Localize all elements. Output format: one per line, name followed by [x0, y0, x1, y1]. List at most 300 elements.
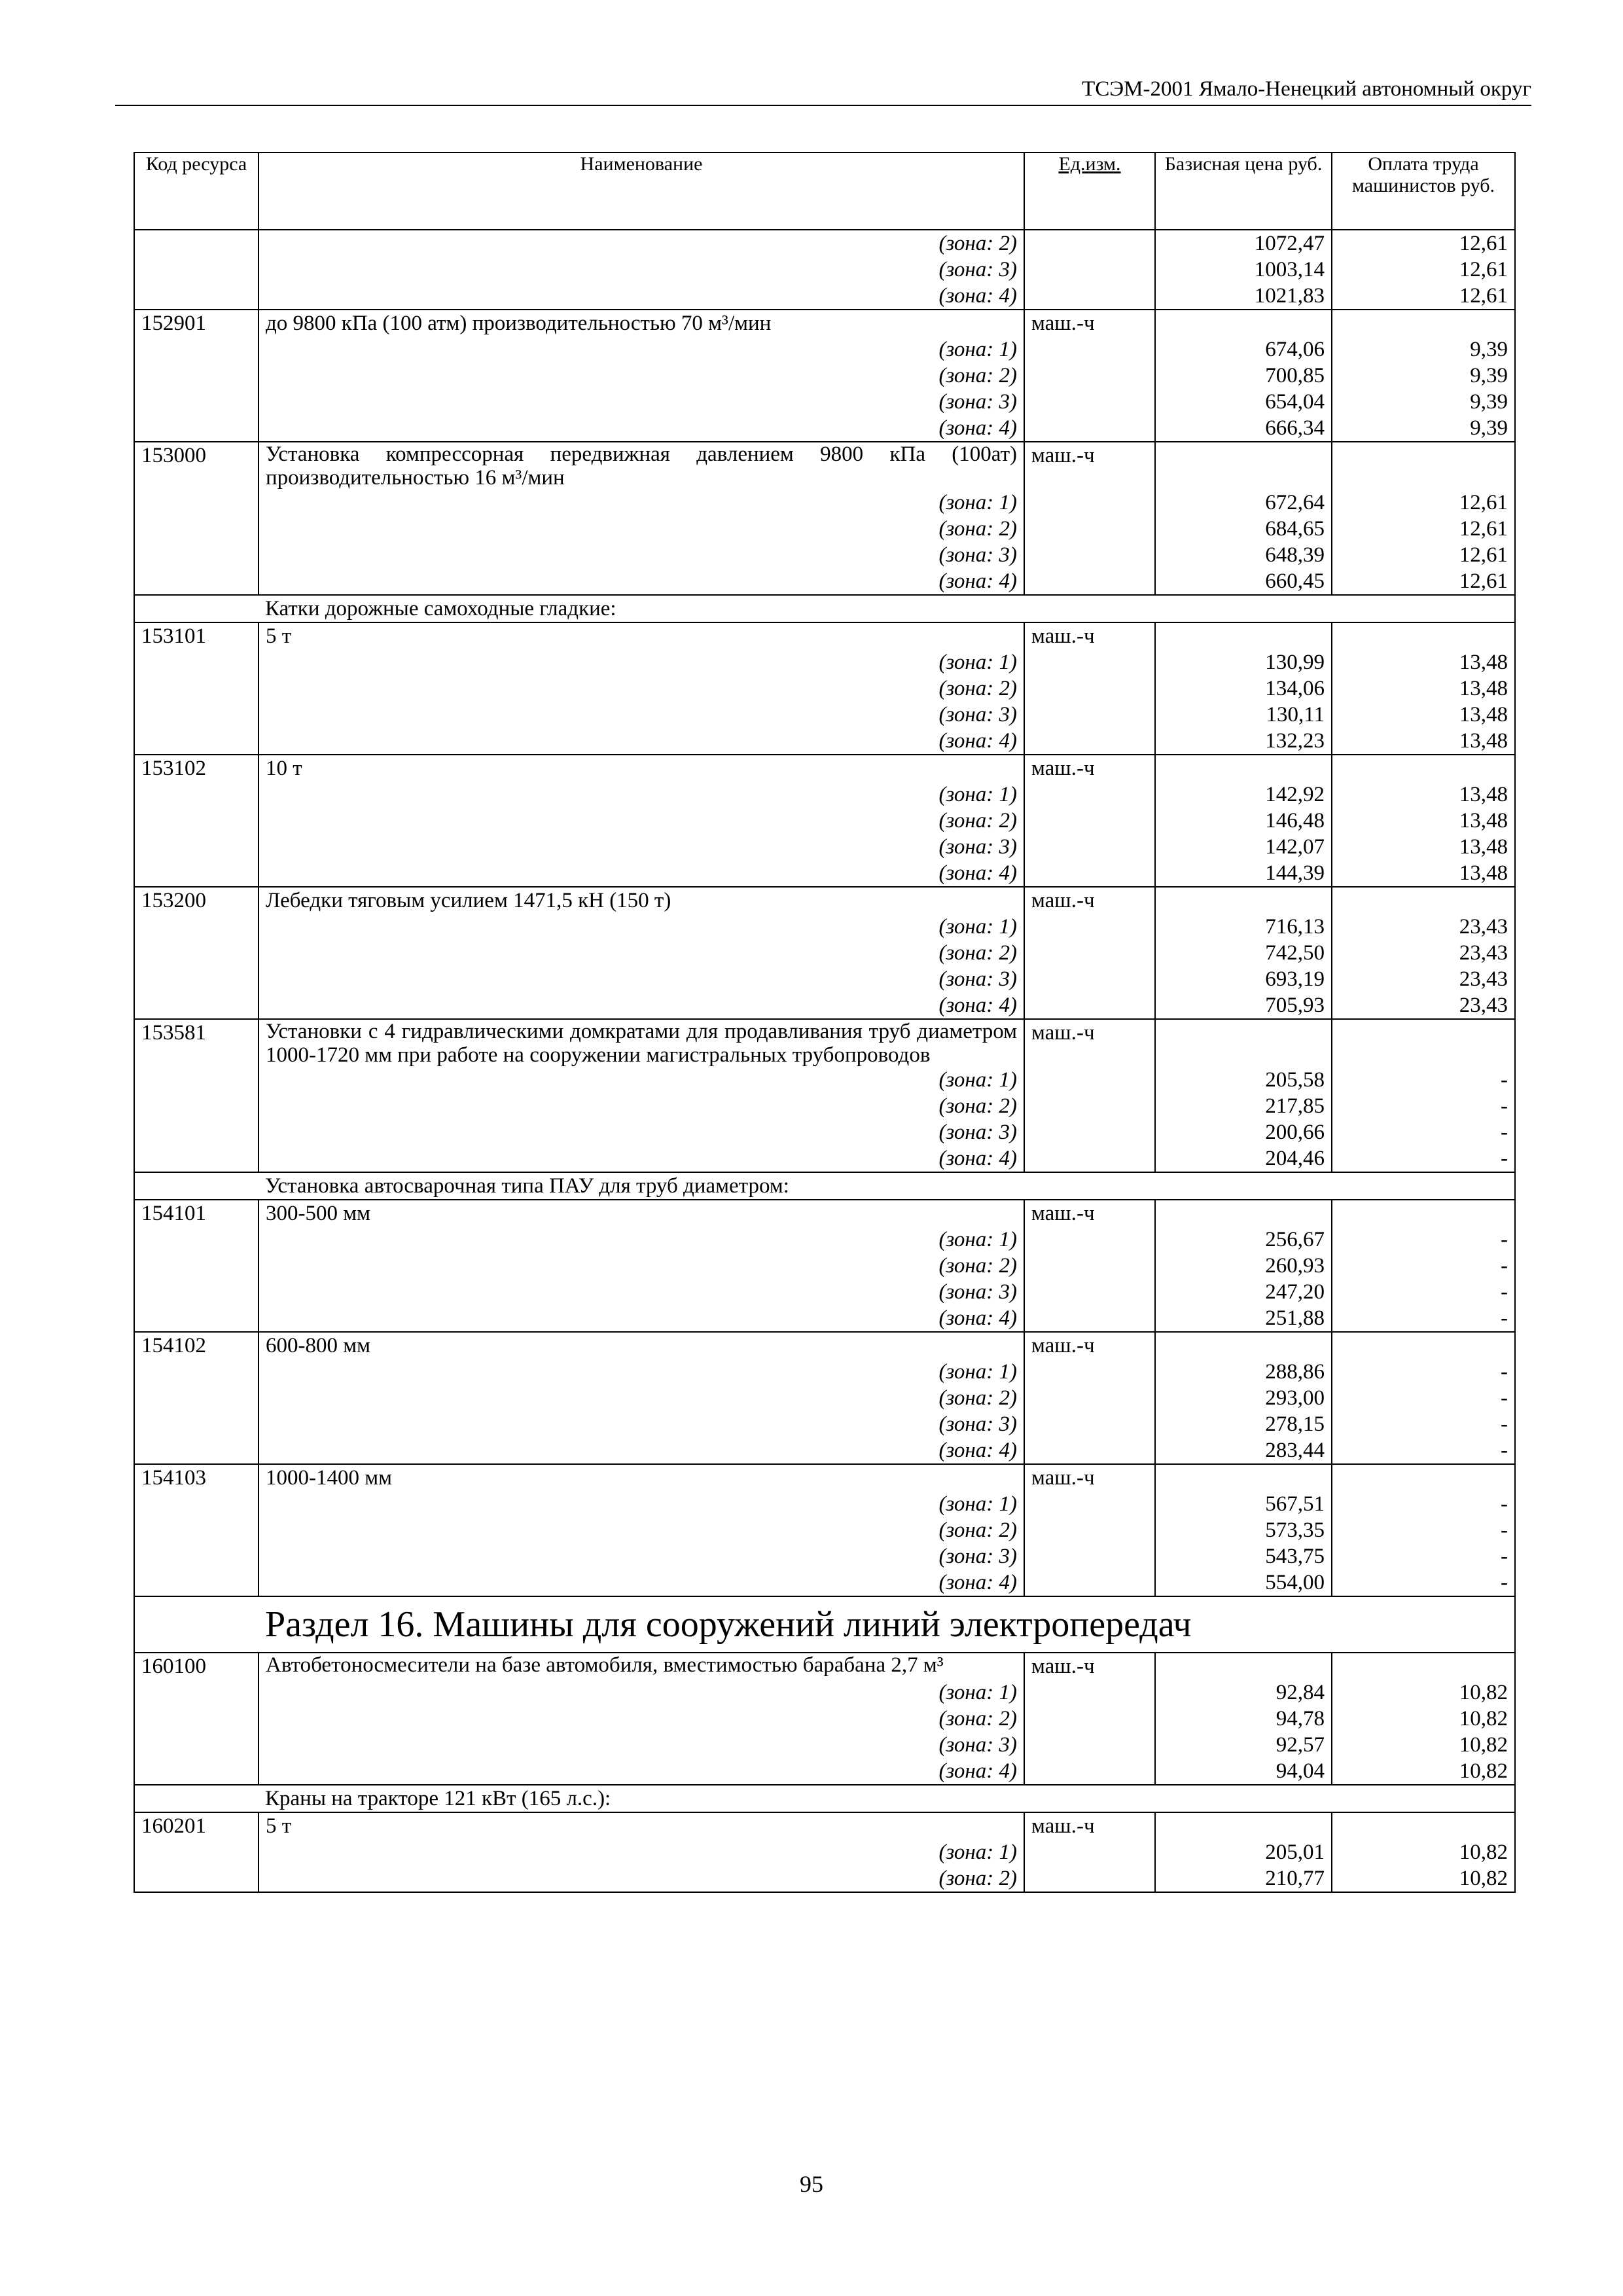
operator-wage-value: 12,61 [1332, 283, 1515, 310]
zone-label: (зона: 4) [259, 415, 1024, 442]
zone-label: (зона: 2) [259, 516, 1024, 542]
resource-unit: маш.-ч [1024, 1812, 1155, 1839]
zone-price-row [134, 940, 1515, 966]
base-price-value: 1003,14 [1155, 257, 1332, 283]
resource-code: 154101 [134, 1200, 259, 1227]
base-price-value: 134,06 [1155, 675, 1332, 702]
resource-unit: маш.-ч [1024, 1653, 1155, 1679]
resource-code: 153000 [134, 442, 259, 490]
unit-cell [1024, 1437, 1155, 1464]
operator-wage-value: 10,82 [1332, 1865, 1515, 1892]
base-price-value: 283,44 [1155, 1437, 1332, 1464]
base-price-value: 200,66 [1155, 1119, 1332, 1145]
resource-code: 152901 [134, 310, 259, 336]
zone-price-row [134, 1145, 1515, 1172]
code-cell [134, 336, 259, 363]
unit-cell [1024, 675, 1155, 702]
resource-unit: маш.-ч [1024, 310, 1155, 336]
base-price-value [1155, 1812, 1332, 1839]
resource-name: до 9800 кПа (100 атм) производительностью 70 м³/мин [259, 310, 1024, 336]
operator-wage-value [1332, 622, 1515, 649]
code-cell [134, 595, 259, 622]
base-price-value: 742,50 [1155, 940, 1332, 966]
operator-wage-value: 23,43 [1332, 914, 1515, 940]
zone-label: (зона: 3) [259, 702, 1024, 728]
zone-label: (зона: 3) [259, 1543, 1024, 1570]
resource-row [134, 1019, 1515, 1067]
resource-name: Установки с 4 гидравлическими домкратами для продавливания труб диаметром 1000-1720 мм при работе на сооружении магистральных трубопроводов [259, 1019, 1024, 1067]
code-cell [134, 914, 259, 940]
unit-cell [1024, 389, 1155, 415]
base-price-value: 210,77 [1155, 1865, 1332, 1892]
unit-cell [1024, 1067, 1155, 1093]
operator-wage-value: 9,39 [1332, 389, 1515, 415]
unit-cell [1024, 914, 1155, 940]
base-price-value [1155, 442, 1332, 490]
zone-label: (зона: 2) [259, 675, 1024, 702]
zone-label: (зона: 3) [259, 1411, 1024, 1437]
resource-row [134, 1464, 1515, 1491]
base-price-value [1155, 622, 1332, 649]
zone-price-row [134, 283, 1515, 310]
unit-cell [1024, 1305, 1155, 1332]
unit-cell [1024, 728, 1155, 755]
code-cell [134, 1758, 259, 1785]
resource-row [134, 1332, 1515, 1359]
base-price-value: 705,93 [1155, 992, 1332, 1019]
unit-cell [1024, 1145, 1155, 1172]
code-cell [134, 283, 259, 310]
operator-wage-value [1332, 1200, 1515, 1227]
resource-code: 154103 [134, 1464, 259, 1491]
code-cell [134, 728, 259, 755]
zone-price-row [134, 781, 1515, 808]
operator-wage-value: - [1332, 1491, 1515, 1517]
operator-wage-value: 13,48 [1332, 781, 1515, 808]
code-cell [134, 1596, 259, 1653]
zone-label: (зона: 4) [259, 860, 1024, 887]
base-price-value: 288,86 [1155, 1359, 1332, 1385]
unit-cell [1024, 966, 1155, 992]
zone-label: (зона: 4) [259, 568, 1024, 595]
resource-name: 1000-1400 мм [259, 1464, 1024, 1491]
unit-cell [1024, 1517, 1155, 1543]
unit-cell [1024, 1119, 1155, 1145]
zone-price-row [134, 415, 1515, 442]
base-price-value [1155, 1200, 1332, 1227]
operator-wage-value: - [1332, 1119, 1515, 1145]
zone-label: (зона: 1) [259, 649, 1024, 675]
operator-wage-value: - [1332, 1305, 1515, 1332]
unit-cell [1024, 568, 1155, 595]
unit-cell [1024, 1543, 1155, 1570]
code-cell [134, 1839, 259, 1865]
code-cell [134, 1305, 259, 1332]
code-cell [134, 1385, 259, 1411]
unit-cell [1024, 649, 1155, 675]
operator-wage-value: - [1332, 1570, 1515, 1596]
operator-wage-value [1332, 1332, 1515, 1359]
group-heading: Краны на тракторе 121 кВт (165 л.с.): [259, 1785, 1515, 1812]
operator-wage-value [1332, 1653, 1515, 1679]
zone-price-row [134, 1411, 1515, 1437]
resource-code: 153102 [134, 755, 259, 781]
unit-cell [1024, 702, 1155, 728]
zone-price-row [134, 336, 1515, 363]
zone-label: (зона: 1) [259, 1679, 1024, 1706]
zone-price-row [134, 568, 1515, 595]
base-price-value: 672,64 [1155, 490, 1332, 516]
operator-wage-value: 13,48 [1332, 728, 1515, 755]
base-price-value: 146,48 [1155, 808, 1332, 834]
zone-price-row [134, 834, 1515, 860]
group-heading-row [134, 1172, 1515, 1200]
operator-wage-value: 23,43 [1332, 966, 1515, 992]
code-cell [134, 966, 259, 992]
operator-wage-value: - [1332, 1279, 1515, 1305]
base-price-value: 92,57 [1155, 1732, 1332, 1758]
zone-price-row [134, 363, 1515, 389]
code-cell [134, 1093, 259, 1119]
operator-wage-value [1332, 1019, 1515, 1067]
zone-price-row [134, 1732, 1515, 1758]
base-price-value: 693,19 [1155, 966, 1332, 992]
zone-label: (зона: 1) [259, 914, 1024, 940]
code-cell [134, 1279, 259, 1305]
zone-label: (зона: 2) [259, 1093, 1024, 1119]
column-header-code: Код ресурса [134, 152, 259, 230]
base-price-value: 1072,47 [1155, 230, 1332, 257]
unit-cell [1024, 1732, 1155, 1758]
code-cell [134, 257, 259, 283]
zone-price-row [134, 1543, 1515, 1570]
code-cell [134, 1067, 259, 1093]
operator-wage-value: 10,82 [1332, 1732, 1515, 1758]
zone-price-row [134, 1437, 1515, 1464]
code-cell [134, 1411, 259, 1437]
resource-name: Установка компрессорная передвижная давлением 9800 кПа (100ат) производительностью 16 м³/мин [259, 442, 1024, 490]
base-price-value [1155, 1653, 1332, 1679]
zone-price-row [134, 992, 1515, 1019]
base-price-value: 567,51 [1155, 1491, 1332, 1517]
zone-label: (зона: 2) [259, 940, 1024, 966]
operator-wage-value: 23,43 [1332, 992, 1515, 1019]
price-table [134, 152, 1516, 1893]
unit-cell [1024, 1411, 1155, 1437]
base-price-value [1155, 1332, 1332, 1359]
resource-code: 160201 [134, 1812, 259, 1839]
zone-label: (зона: 4) [259, 1437, 1024, 1464]
base-price-value [1155, 1464, 1332, 1491]
zone-label: (зона: 2) [259, 1706, 1024, 1732]
zone-price-row [134, 1093, 1515, 1119]
resource-unit: маш.-ч [1024, 1332, 1155, 1359]
zone-label: (зона: 2) [259, 363, 1024, 389]
zone-price-row [134, 808, 1515, 834]
zone-label: (зона: 4) [259, 1145, 1024, 1172]
resource-code: 153101 [134, 622, 259, 649]
zone-label: (зона: 1) [259, 781, 1024, 808]
operator-wage-value: - [1332, 1385, 1515, 1411]
zone-label: (зона: 2) [259, 1865, 1024, 1892]
code-cell [134, 992, 259, 1019]
code-cell [134, 542, 259, 568]
operator-wage-value: 9,39 [1332, 363, 1515, 389]
code-cell [134, 1172, 259, 1200]
operator-wage-value: 12,61 [1332, 490, 1515, 516]
resource-row [134, 1200, 1515, 1227]
zone-price-row [134, 490, 1515, 516]
base-price-value: 130,11 [1155, 702, 1332, 728]
resource-unit: маш.-ч [1024, 622, 1155, 649]
operator-wage-value: 10,82 [1332, 1706, 1515, 1732]
base-price-value: 278,15 [1155, 1411, 1332, 1437]
zone-price-row [134, 1491, 1515, 1517]
unit-cell [1024, 1865, 1155, 1892]
table-header-row [134, 152, 1515, 230]
base-price-value [1155, 755, 1332, 781]
zone-price-row [134, 1253, 1515, 1279]
zone-price-row [134, 1679, 1515, 1706]
zone-price-row [134, 728, 1515, 755]
document-title: ТСЭМ-2001 Ямало-Ненецкий автономный округ [1082, 77, 1531, 101]
resource-name: 300-500 мм [259, 1200, 1024, 1227]
base-price-value: 716,13 [1155, 914, 1332, 940]
zone-label: (зона: 1) [259, 1227, 1024, 1253]
column-header-unit [1024, 152, 1155, 230]
resource-unit: маш.-ч [1024, 1200, 1155, 1227]
resource-name: 600-800 мм [259, 1332, 1024, 1359]
operator-wage-value: - [1332, 1411, 1515, 1437]
resource-unit: маш.-ч [1024, 887, 1155, 914]
unit-cell [1024, 1491, 1155, 1517]
zone-price-row [134, 1865, 1515, 1892]
zone-label: (зона: 2) [259, 1385, 1024, 1411]
code-cell [134, 808, 259, 834]
page-number: 95 [800, 2171, 823, 2197]
base-price-value: 132,23 [1155, 728, 1332, 755]
column-header-price: Базисная цена руб. [1155, 152, 1332, 230]
code-cell [134, 649, 259, 675]
group-heading-row [134, 595, 1515, 622]
unit-cell [1024, 1279, 1155, 1305]
unit-cell [1024, 1706, 1155, 1732]
operator-wage-value: 12,61 [1332, 230, 1515, 257]
base-price-value: 251,88 [1155, 1305, 1332, 1332]
unit-cell [1024, 1093, 1155, 1119]
group-heading-row [134, 1785, 1515, 1812]
base-price-value: 205,01 [1155, 1839, 1332, 1865]
base-price-value [1155, 310, 1332, 336]
unit-cell [1024, 808, 1155, 834]
base-price-value: 130,99 [1155, 649, 1332, 675]
unit-cell [1024, 834, 1155, 860]
operator-wage-value: 13,48 [1332, 649, 1515, 675]
base-price-value: 674,06 [1155, 336, 1332, 363]
resource-name: 5 т [259, 1812, 1024, 1839]
code-cell [134, 230, 259, 257]
unit-cell [1024, 940, 1155, 966]
operator-wage-value [1332, 310, 1515, 336]
operator-wage-value: 12,61 [1332, 257, 1515, 283]
zone-label: (зона: 1) [259, 1067, 1024, 1093]
code-cell [134, 1706, 259, 1732]
operator-wage-value: 12,61 [1332, 516, 1515, 542]
base-price-value: 684,65 [1155, 516, 1332, 542]
zone-label: (зона: 4) [259, 728, 1024, 755]
unit-cell [1024, 490, 1155, 516]
operator-wage-value: - [1332, 1093, 1515, 1119]
resource-unit: маш.-ч [1024, 442, 1155, 490]
base-price-value: 573,35 [1155, 1517, 1332, 1543]
code-cell [134, 568, 259, 595]
operator-wage-value: - [1332, 1437, 1515, 1464]
code-cell [134, 781, 259, 808]
operator-wage-value: 9,39 [1332, 415, 1515, 442]
base-price-value: 142,07 [1155, 834, 1332, 860]
operator-wage-value: - [1332, 1359, 1515, 1385]
zone-label: (зона: 3) [259, 1279, 1024, 1305]
zone-price-row [134, 675, 1515, 702]
base-price-value: 247,20 [1155, 1279, 1332, 1305]
unit-cell [1024, 363, 1155, 389]
resource-row [134, 1812, 1515, 1839]
code-cell [134, 1570, 259, 1596]
operator-wage-value: 9,39 [1332, 336, 1515, 363]
base-price-value: 1021,83 [1155, 283, 1332, 310]
code-cell [134, 516, 259, 542]
resource-code: 160100 [134, 1653, 259, 1679]
zone-label: (зона: 3) [259, 389, 1024, 415]
zone-price-row [134, 1385, 1515, 1411]
code-cell [134, 1785, 259, 1812]
resource-name: 10 т [259, 755, 1024, 781]
code-cell [134, 1359, 259, 1385]
zone-label: (зона: 3) [259, 1119, 1024, 1145]
code-cell [134, 860, 259, 887]
operator-wage-value: 10,82 [1332, 1679, 1515, 1706]
zone-label: (зона: 4) [259, 283, 1024, 310]
zone-label: (зона: 2) [259, 230, 1024, 257]
operator-wage-value: - [1332, 1067, 1515, 1093]
operator-wage-value: 10,82 [1332, 1839, 1515, 1865]
code-cell [134, 1543, 259, 1570]
zone-price-row [134, 1706, 1515, 1732]
resource-unit: маш.-ч [1024, 1019, 1155, 1067]
base-price-value: 666,34 [1155, 415, 1332, 442]
resource-row [134, 755, 1515, 781]
zone-price-row [134, 1227, 1515, 1253]
unit-cell [1024, 992, 1155, 1019]
resource-row [134, 622, 1515, 649]
code-cell [134, 490, 259, 516]
unit-cell [1024, 1227, 1155, 1253]
operator-wage-value: - [1332, 1227, 1515, 1253]
base-price-value: 260,93 [1155, 1253, 1332, 1279]
operator-wage-value: - [1332, 1543, 1515, 1570]
base-price-value: 256,67 [1155, 1227, 1332, 1253]
base-price-value: 92,84 [1155, 1679, 1332, 1706]
unit-cell [1024, 336, 1155, 363]
zone-label: (зона: 1) [259, 1839, 1024, 1865]
zone-price-row [134, 966, 1515, 992]
zone-price-row [134, 516, 1515, 542]
unit-cell [1024, 1253, 1155, 1279]
zone-price-row [134, 1305, 1515, 1332]
resource-row [134, 442, 1515, 490]
operator-wage-value [1332, 755, 1515, 781]
operator-wage-value [1332, 1464, 1515, 1491]
code-cell [134, 834, 259, 860]
unit-cell [1024, 1679, 1155, 1706]
zone-label: (зона: 1) [259, 1359, 1024, 1385]
operator-wage-value: 12,61 [1332, 568, 1515, 595]
zone-price-row [134, 542, 1515, 568]
unit-cell [1024, 860, 1155, 887]
operator-wage-value: 13,48 [1332, 860, 1515, 887]
operator-wage-value: 12,61 [1332, 542, 1515, 568]
base-price-value: 142,92 [1155, 781, 1332, 808]
resource-name: Лебедки тяговым усилием 1471,5 кН (150 т) [259, 887, 1024, 914]
zone-label: (зона: 4) [259, 1305, 1024, 1332]
base-price-value [1155, 1019, 1332, 1067]
code-cell [134, 1865, 259, 1892]
unit-cell [1024, 1359, 1155, 1385]
code-cell [134, 1437, 259, 1464]
operator-wage-value: - [1332, 1517, 1515, 1543]
zone-label: (зона: 4) [259, 1758, 1024, 1785]
zone-price-row [134, 1067, 1515, 1093]
zone-price-row [134, 1758, 1515, 1785]
zone-label: (зона: 3) [259, 257, 1024, 283]
resource-code: 153200 [134, 887, 259, 914]
unit-cell [1024, 1758, 1155, 1785]
column-header-wage: Оплата труда машинистов руб. [1332, 152, 1515, 230]
zone-label: (зона: 3) [259, 834, 1024, 860]
operator-wage-value: 13,48 [1332, 808, 1515, 834]
unit-cell [1024, 516, 1155, 542]
zone-label: (зона: 1) [259, 490, 1024, 516]
zone-label: (зона: 1) [259, 1491, 1024, 1517]
zone-label: (зона: 3) [259, 966, 1024, 992]
unit-cell [1024, 1839, 1155, 1865]
resource-row [134, 887, 1515, 914]
code-cell [134, 1145, 259, 1172]
base-price-value: 293,00 [1155, 1385, 1332, 1411]
resource-code: 154102 [134, 1332, 259, 1359]
unit-cell [1024, 257, 1155, 283]
group-heading: Установка автосварочная типа ПАУ для труб диаметром: [259, 1172, 1515, 1200]
code-cell [134, 1253, 259, 1279]
zone-price-row [134, 649, 1515, 675]
zone-label: (зона: 3) [259, 542, 1024, 568]
operator-wage-value [1332, 887, 1515, 914]
operator-wage-value [1332, 442, 1515, 490]
zone-label: (зона: 2) [259, 808, 1024, 834]
code-cell [134, 1227, 259, 1253]
zone-price-row [134, 914, 1515, 940]
base-price-value: 648,39 [1155, 542, 1332, 568]
zone-label: (зона: 2) [259, 1253, 1024, 1279]
base-price-value: 660,45 [1155, 568, 1332, 595]
zone-price-row [134, 1517, 1515, 1543]
section-heading: Раздел 16. Машины для сооружений линий электропередач [259, 1596, 1515, 1653]
zone-price-row [134, 860, 1515, 887]
column-header-unit-label: Ед.изм. [1058, 153, 1121, 175]
unit-cell [1024, 415, 1155, 442]
resource-code: 153581 [134, 1019, 259, 1067]
zone-price-row [134, 389, 1515, 415]
